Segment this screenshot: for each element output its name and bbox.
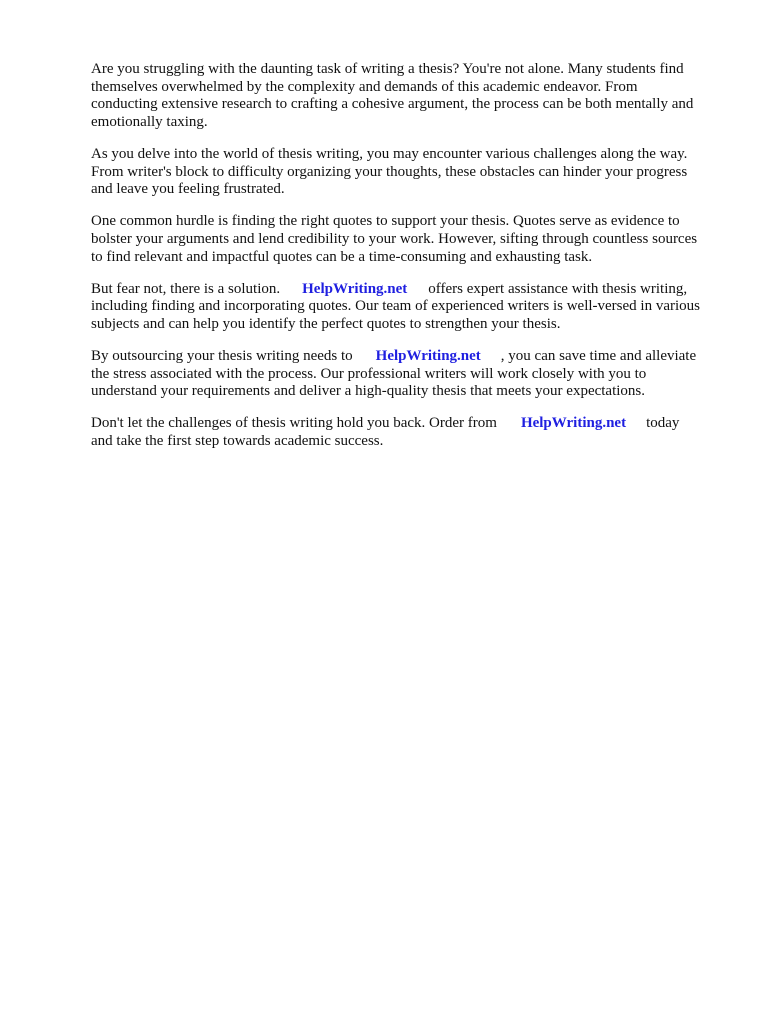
- text-segment: today: [646, 415, 680, 432]
- helpwriting-link[interactable]: HelpWriting.net: [302, 280, 408, 297]
- text-segment: Don't let the challenges of thesis writing hold you back. Order from: [91, 415, 497, 432]
- helpwriting-link[interactable]: HelpWriting.net: [520, 415, 627, 432]
- text-segment: offers expert assistance with thesis writing,: [428, 280, 688, 297]
- paragraph-solution: [91, 281, 731, 334]
- text-line: Are you struggling with the daunting task of writing a thesis? You're not alone. Many students find: [91, 61, 684, 77]
- text-line: conducting extensive research to crafting a cohesive argument, the process can be both mentally and: [91, 96, 694, 113]
- paragraph-outsourcing: [91, 348, 731, 401]
- text-segment: , you can save time and alleviate: [500, 348, 697, 365]
- text-line: As you delve into the world of thesis writing, you may encounter various challenges along the way.: [91, 145, 688, 162]
- text-line: subjects and can help you identify the perfect quotes to strengthen your thesis.: [91, 315, 561, 332]
- text-line: One common hurdle is finding the right quotes to support your thesis. Quotes serve as evidence to: [91, 213, 680, 230]
- text-segment: By outsourcing your thesis writing needs to: [91, 348, 353, 365]
- helpwriting-link[interactable]: HelpWriting.net: [375, 348, 481, 365]
- text-segment: But fear not, there is a solution.: [91, 280, 281, 297]
- text-line-with-link: [91, 415, 731, 433]
- text-line: understand your requirements and deliver a high-quality thesis that meets your expectations.: [91, 383, 646, 400]
- text-line: the stress associated with the process. Our professional writers will work closely with you to: [91, 365, 647, 382]
- paragraph-challenges: [91, 146, 731, 199]
- text-line-with-link: [91, 281, 731, 299]
- paragraph-quotes: [91, 213, 731, 266]
- text-line: and take the first step towards academic success.: [91, 433, 384, 450]
- text-line: to find relevant and impactful quotes can be a time-consuming and exhausting task.: [91, 248, 593, 265]
- text-line: emotionally taxing.: [91, 113, 208, 130]
- text-line: bolster your arguments and lend credibility to your work. However, sifting through countless sources: [91, 230, 698, 247]
- text-line: including finding and incorporating quotes. Our team of experienced writers is well-versed in various: [91, 298, 700, 315]
- text-line: From writer's block to difficulty organizing your thoughts, these obstacles can hinder your progress: [91, 163, 688, 180]
- text-line: and leave you feeling frustrated.: [91, 181, 285, 198]
- paragraph-call-to-action: [91, 415, 731, 450]
- text-line: themselves overwhelmed by the complexity and demands of this academic endeavor. From: [91, 78, 638, 95]
- paragraph-intro: [91, 61, 731, 131]
- document-body: [91, 61, 731, 465]
- text-line-with-link: [91, 348, 731, 366]
